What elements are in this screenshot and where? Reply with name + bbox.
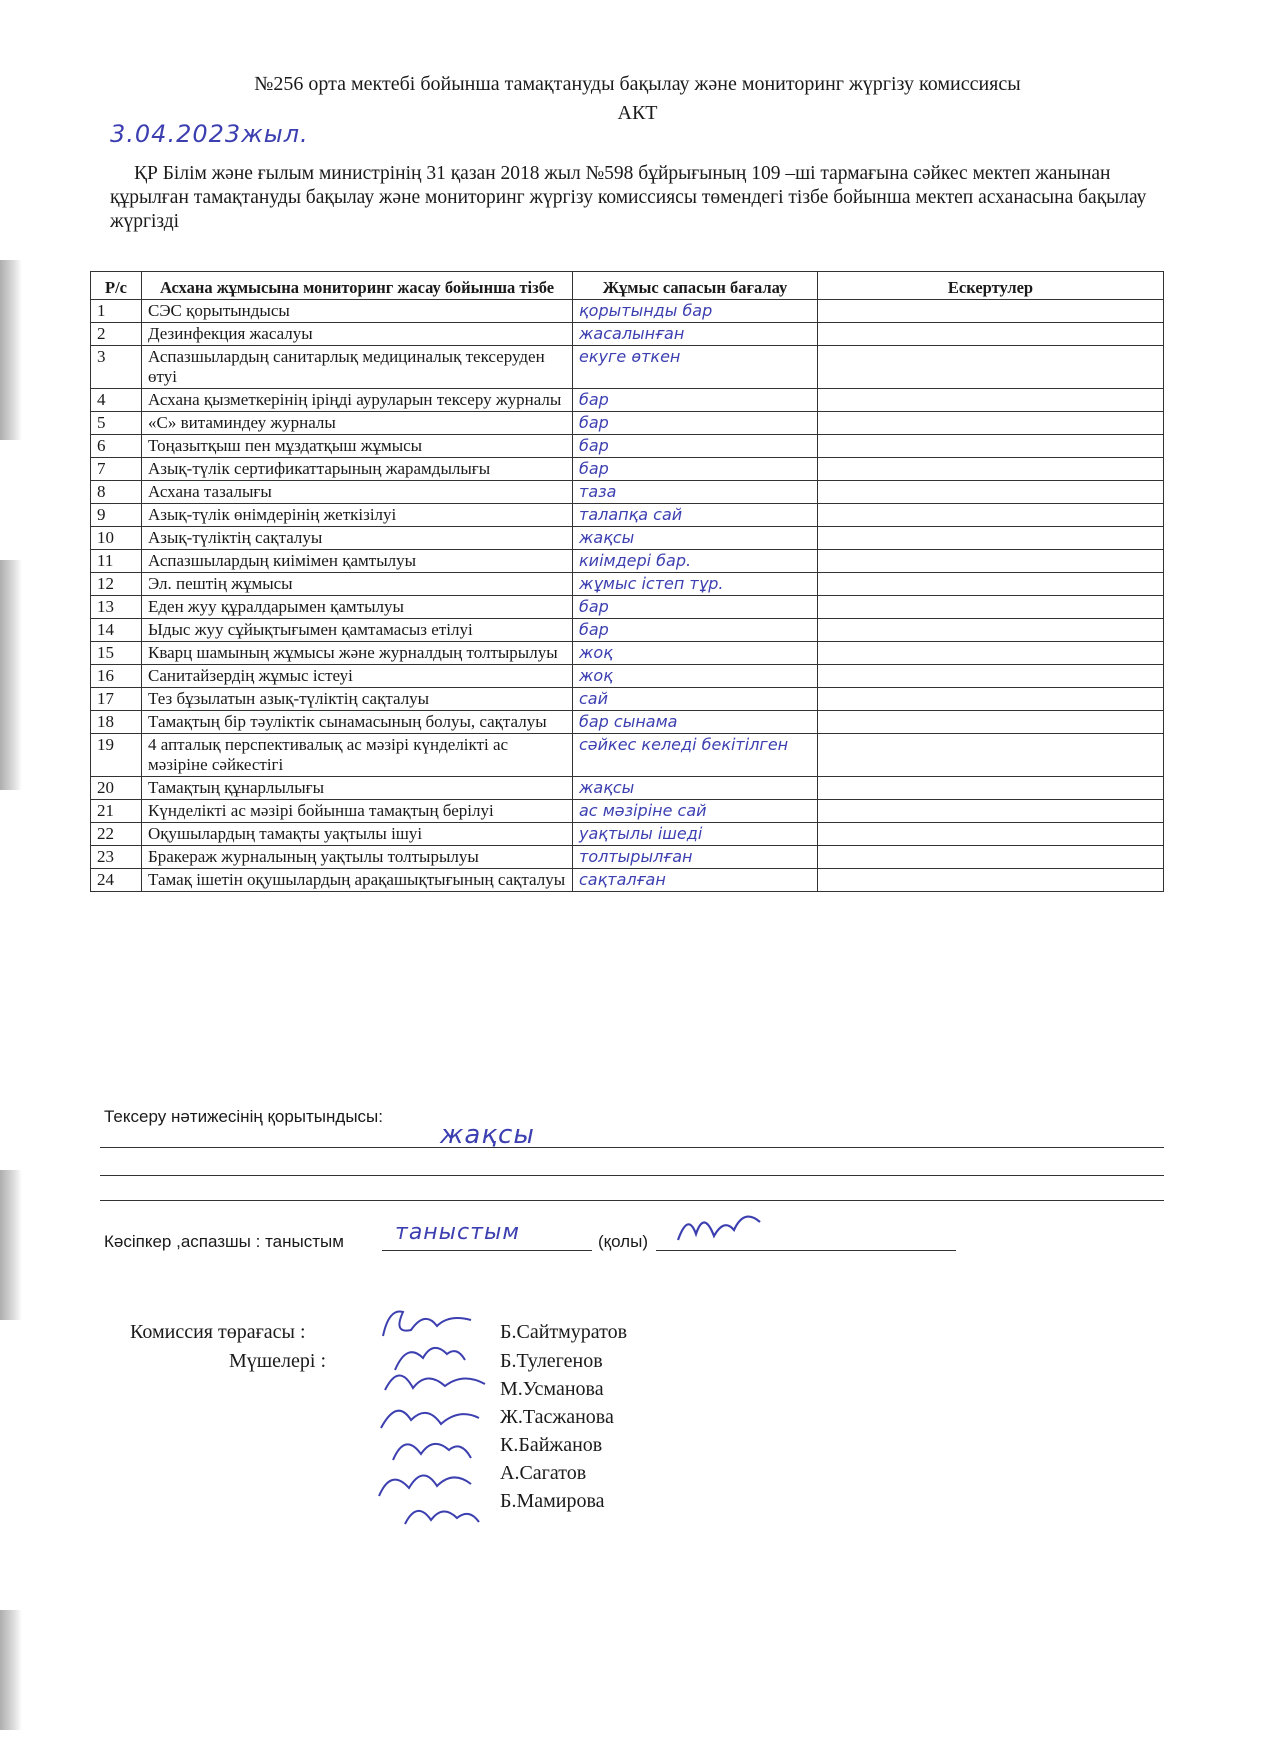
cell-grade: киімдері бар.: [573, 550, 818, 573]
table-row: [91, 389, 1164, 412]
cell-note: [818, 504, 1164, 527]
conclusion-value: жақсы: [440, 1120, 535, 1150]
cell-grade: бар: [573, 389, 818, 412]
col-header-item: Асхана жұмысына мониторинг жасау бойынша тізбе: [142, 272, 573, 300]
signature-member-3: [381, 1411, 479, 1428]
cell-note: [818, 573, 1164, 596]
cell-note: [818, 527, 1164, 550]
cell-item: 4 апталық перспективалық ас мәзірі күнделікті ас мәзіріне сәйкестігі: [142, 734, 573, 777]
handwritten-date: 3.04.2023жыл.: [110, 120, 309, 148]
signature-member-5: [379, 1475, 471, 1496]
cell-number: 18: [91, 711, 142, 734]
conclusion-line: [100, 1200, 1164, 1201]
cell-number: 20: [91, 777, 142, 800]
cell-grade: бар: [573, 435, 818, 458]
cell-note: [818, 619, 1164, 642]
cell-grade: ас мәзіріне сай: [573, 800, 818, 823]
cell-number: 4: [91, 389, 142, 412]
table-row: [91, 573, 1164, 596]
commission-signatures: [375, 1300, 515, 1560]
cell-note: [818, 800, 1164, 823]
cell-grade: бар: [573, 458, 818, 481]
table-row: [91, 619, 1164, 642]
cell-number: 5: [91, 412, 142, 435]
table-body: [91, 300, 1164, 892]
cell-note: [818, 435, 1164, 458]
cell-item: Аспазшылардың киімімен қамтылуы: [142, 550, 573, 573]
cell-number: 12: [91, 573, 142, 596]
cell-note: [818, 300, 1164, 323]
cell-note: [818, 665, 1164, 688]
cell-item: Еден жуу құралдарымен қамтылуы: [142, 596, 573, 619]
cell-grade: сай: [573, 688, 818, 711]
cell-item: Бракераж журналының уақтылы толтырылуы: [142, 846, 573, 869]
signature-chair: [383, 1312, 471, 1337]
cell-number: 3: [91, 346, 142, 389]
commission-members-label: Мүшелері :: [229, 1350, 327, 1372]
cell-item: Эл. пештің жұмысы: [142, 573, 573, 596]
cell-number: 9: [91, 504, 142, 527]
cell-grade: жақсы: [573, 527, 818, 550]
cell-number: 23: [91, 846, 142, 869]
cell-note: [818, 869, 1164, 892]
cell-item: Тоңазытқыш пен мұздатқыш жұмысы: [142, 435, 573, 458]
cell-number: 14: [91, 619, 142, 642]
cell-number: 15: [91, 642, 142, 665]
table-row: [91, 346, 1164, 389]
table-row: [91, 665, 1164, 688]
scan-artifact: [0, 1610, 22, 1730]
cell-number: 2: [91, 323, 142, 346]
cell-item: Тамақтың құнарлылығы: [142, 777, 573, 800]
document-title: №256 орта мектебі бойынша тамақтануды бақылау және мониторинг жүргізу комиссиясы: [254, 73, 1021, 95]
cell-item: Асхана қызметкерінің іріңді ауруларын тексеру журналы: [142, 389, 573, 412]
table-row: [91, 435, 1164, 458]
commission-member-name: Б.Тулегенов: [500, 1350, 603, 1372]
table-row: [91, 734, 1164, 777]
cell-number: 17: [91, 688, 142, 711]
cell-note: [818, 823, 1164, 846]
cell-grade: сақталған: [573, 869, 818, 892]
cell-item: Санитайзердің жұмыс істеуі: [142, 665, 573, 688]
cell-grade: талапқа сай: [573, 504, 818, 527]
cell-number: 24: [91, 869, 142, 892]
col-header-notes: Ескертулер: [818, 272, 1164, 300]
cell-grade: толтырылған: [573, 846, 818, 869]
table-row: [91, 688, 1164, 711]
cell-item: Тез бұзылатын азық-түліктің сақталуы: [142, 688, 573, 711]
cell-item: Тамақ ішетін оқушылардың арақашықтығының сақталуы: [142, 869, 573, 892]
table-row: [91, 504, 1164, 527]
cell-note: [818, 412, 1164, 435]
document-subtitle: АКТ: [617, 102, 658, 124]
cell-item: Кварц шамының жұмысы және журналдың толтырылуы: [142, 642, 573, 665]
cell-note: [818, 711, 1164, 734]
commission-chair-label: Комиссия төрағасы :: [130, 1321, 306, 1343]
cell-note: [818, 458, 1164, 481]
cell-note: [818, 642, 1164, 665]
table-row: [91, 642, 1164, 665]
commission-member-name: Ж.Тасжанова: [500, 1406, 614, 1428]
cell-item: «С» витаминдеу журналы: [142, 412, 573, 435]
table-row: [91, 550, 1164, 573]
cell-grade: жақсы: [573, 777, 818, 800]
table-row: [91, 481, 1164, 504]
cell-grade: жұмыс істеп тұр.: [573, 573, 818, 596]
signature-member-6: [405, 1511, 479, 1524]
table-row: [91, 323, 1164, 346]
cell-item: Азық-түлік өнімдерінің жеткізілуі: [142, 504, 573, 527]
signature-member-1: [395, 1348, 465, 1370]
table-row: [91, 800, 1164, 823]
col-header-grade: Жұмыс сапасын бағалау: [573, 272, 818, 300]
table-row: [91, 412, 1164, 435]
cell-grade: бар: [573, 596, 818, 619]
table-row: [91, 846, 1164, 869]
cell-note: [818, 323, 1164, 346]
scan-artifact: [0, 560, 22, 790]
cell-note: [818, 481, 1164, 504]
table-row: [91, 458, 1164, 481]
cell-grade: бар: [573, 412, 818, 435]
cell-number: 10: [91, 527, 142, 550]
cell-note: [818, 596, 1164, 619]
col-header-number: Р/с: [91, 272, 142, 300]
cell-item: Күнделікті ас мәзірі бойынша тамақтың берілуі: [142, 800, 573, 823]
cell-grade: таза: [573, 481, 818, 504]
table-row: [91, 527, 1164, 550]
entrepreneur-label: Кәсіпкер ,аспазшы : таныстым: [104, 1232, 344, 1251]
cell-number: 6: [91, 435, 142, 458]
entrepreneur-signature: [670, 1200, 770, 1250]
table-row: [91, 596, 1164, 619]
conclusion-label: Тексеру нәтижесінің қорытындысы:: [104, 1107, 383, 1126]
commission-members-list: [500, 1347, 614, 1515]
monitoring-table: [90, 271, 1164, 892]
cell-item: Оқушылардың тамақты уақтылы ішуі: [142, 823, 573, 846]
cell-item: Ыдыс жуу сұйықтығымен қамтамасыз етілуі: [142, 619, 573, 642]
cell-item: Тамақтың бір тәуліктік сынамасының болуы, сақталуы: [142, 711, 573, 734]
cell-grade: жасалынған: [573, 323, 818, 346]
commission-chair-name: Б.Сайтмуратов: [500, 1321, 628, 1343]
conclusion-line: [100, 1175, 1164, 1176]
cell-number: 7: [91, 458, 142, 481]
cell-item: Азық-түліктің сақталуы: [142, 527, 573, 550]
commission-member-name: А.Сагатов: [500, 1462, 587, 1484]
cell-item: Аспазшылардың санитарлық медициналық тексеруден өтуі: [142, 346, 573, 389]
cell-grade: екуге өткен: [573, 346, 818, 389]
cell-item: Азық-түлік сертификаттарының жарамдылығы: [142, 458, 573, 481]
cell-number: 13: [91, 596, 142, 619]
table-header-row: [91, 272, 1164, 300]
cell-note: [818, 777, 1164, 800]
table-row: [91, 300, 1164, 323]
table-row: [91, 777, 1164, 800]
cell-number: 1: [91, 300, 142, 323]
cell-number: 21: [91, 800, 142, 823]
commission-member-name: М.Усманова: [500, 1378, 604, 1400]
cell-grade: жоқ: [573, 665, 818, 688]
cell-item: Дезинфекция жасалуы: [142, 323, 573, 346]
cell-grade: жоқ: [573, 642, 818, 665]
cell-grade: сәйкес келеді бекітілген: [573, 734, 818, 777]
intro-paragraph: ҚР Білім және ғылым министрінің 31 қазан 2018 жыл №598 бұйрығының 109 –ші тармағына сәйкес мектеп жанынан құрылған тамақтануды бақылау және мониторинг жүргізу комиссиясы төмендегі тізбе бойынша мектеп асханасына бақылау жүргізді: [110, 163, 1147, 232]
signature-member-2: [385, 1375, 485, 1390]
cell-grade: уақтылы ішеді: [573, 823, 818, 846]
table-row: [91, 823, 1164, 846]
cell-number: 16: [91, 665, 142, 688]
cell-note: [818, 389, 1164, 412]
cell-number: 11: [91, 550, 142, 573]
entrepreneur-acknowledge-line: [382, 1250, 592, 1251]
cell-item: Асхана тазалығы: [142, 481, 573, 504]
cell-note: [818, 550, 1164, 573]
commission-member-name: Б.Мамирова: [500, 1490, 605, 1512]
cell-note: [818, 346, 1164, 389]
cell-number: 22: [91, 823, 142, 846]
table-row: [91, 869, 1164, 892]
scan-artifact: [0, 1170, 22, 1320]
commission-member-name: К.Байжанов: [500, 1434, 603, 1456]
cell-grade: бар сынама: [573, 711, 818, 734]
cell-note: [818, 734, 1164, 777]
table-row: [91, 711, 1164, 734]
signature-label: (қолы): [598, 1232, 648, 1251]
cell-grade: бар: [573, 619, 818, 642]
cell-grade: қорытынды бар: [573, 300, 818, 323]
cell-number: 19: [91, 734, 142, 777]
entrepreneur-handwriting: таныстым: [395, 1220, 520, 1245]
signature-member-4: [393, 1444, 471, 1460]
cell-note: [818, 846, 1164, 869]
cell-note: [818, 688, 1164, 711]
cell-item: СЭС қорытындысы: [142, 300, 573, 323]
scan-artifact: [0, 260, 22, 440]
conclusion-line: [100, 1147, 1164, 1148]
entrepreneur-signature-line: [656, 1250, 956, 1251]
cell-number: 8: [91, 481, 142, 504]
